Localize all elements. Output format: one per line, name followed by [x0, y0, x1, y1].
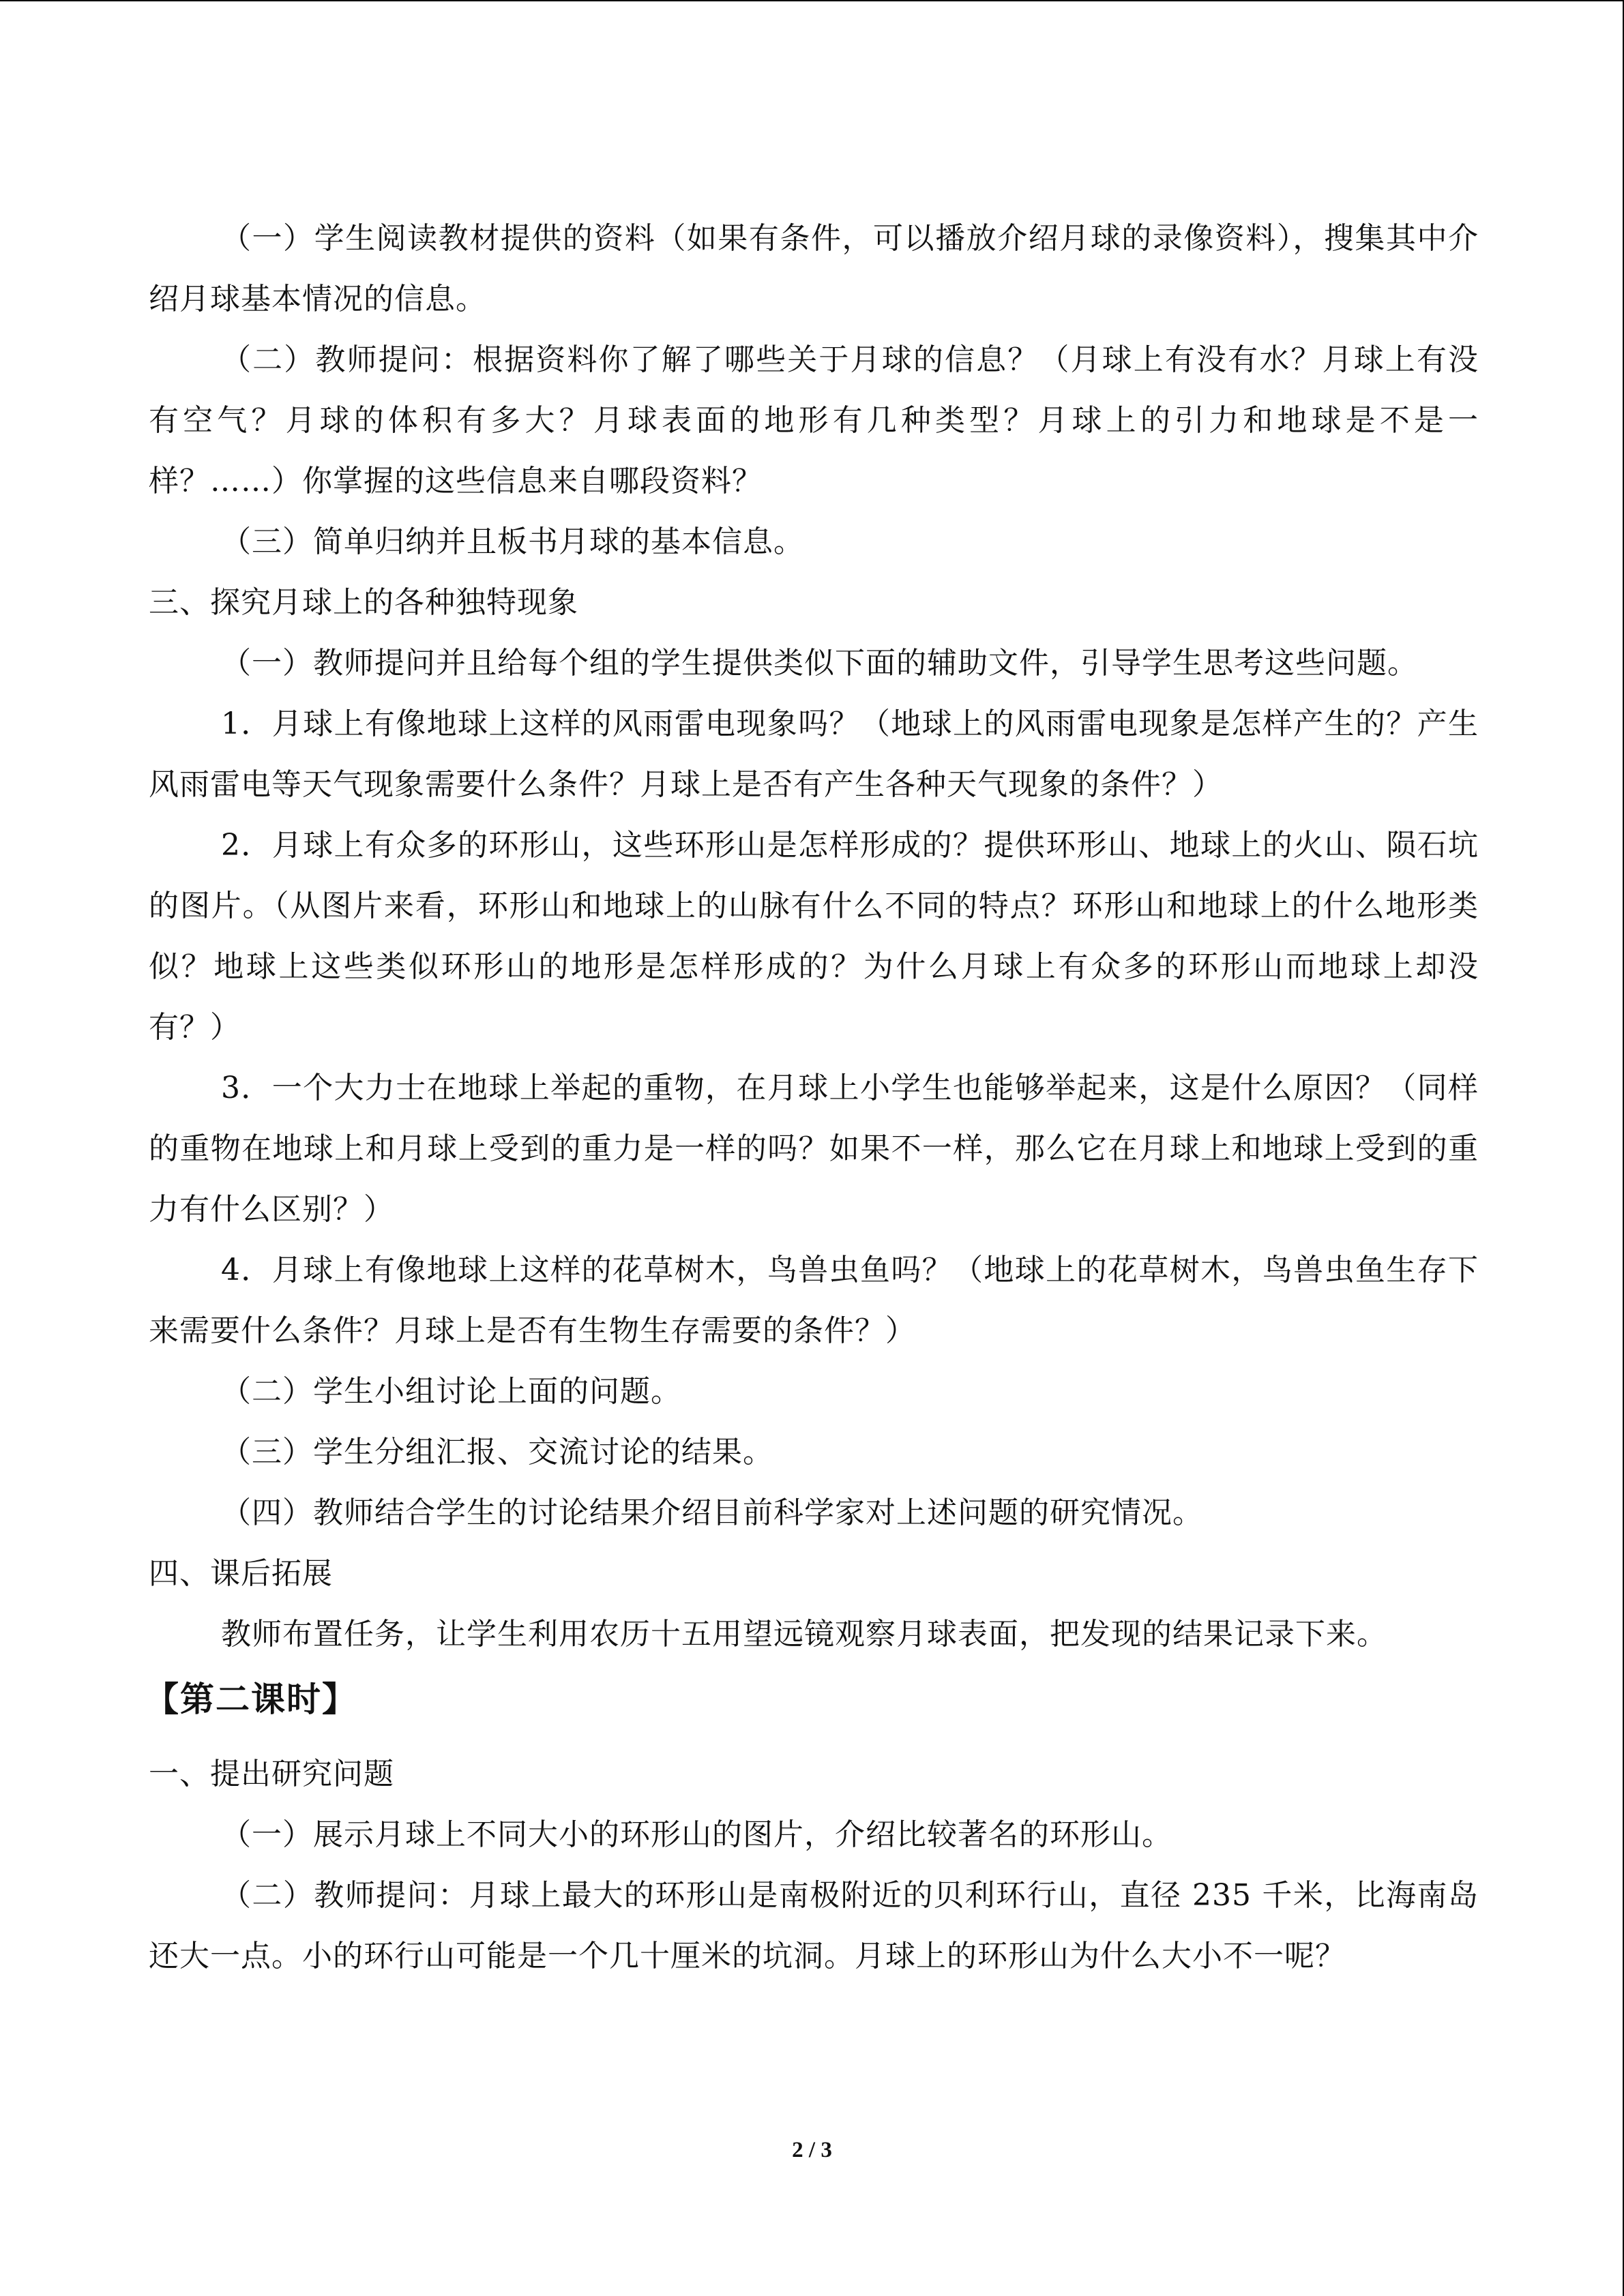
paragraph: （一）展示月球上不同大小的环形山的图片，介绍比较著名的环形山。: [221, 1817, 1172, 1852]
paragraph: （二）学生小组讨论上面的问题。: [221, 1374, 681, 1409]
heading-level-2: 三、探究月球上的各种独特现象: [149, 585, 578, 620]
page-number: 2 / 3: [792, 2138, 832, 2162]
document-body: [145, 208, 1479, 1986]
paragraph: （二）教师提问：根据资料你了解了哪些关于月球的信息？（月球上有没有水？月球上有没有空气？月球的体积有多大？月球表面的地形有几种类型？月球上的引力和地球是不是一样？……）你掌握的这些信息来自哪段资料？: [149, 342, 1479, 498]
paragraph: （三）学生分组汇报、交流讨论的结果。: [221, 1435, 773, 1470]
heading-level-2: 四、课后拓展: [149, 1556, 333, 1591]
heading-level-2: 一、提出研究问题: [149, 1757, 394, 1791]
paragraph: （二）教师提问：月球上最大的环形山是南极附近的贝利环行山，直径 235 千米，比海南岛还大一点。小的环行山可能是一个几十厘米的坑洞。月球上的环形山为什么大小不一呢？: [149, 1878, 1479, 1973]
paragraphs-part1: [149, 208, 1479, 1665]
paragraph: 教师布置任务，让学生利用农历十五用望远镜观察月球表面，把发现的结果记录下来。: [221, 1617, 1387, 1652]
paragraph: 4．月球上有像地球上这样的花草树木，鸟兽虫鱼吗？（地球上的花草树木，鸟兽虫鱼生存下来需要什么条件？月球上是否有生物生存需要的条件？）: [149, 1253, 1479, 1348]
paragraph: （一）教师提问并且给每个组的学生提供类似下面的辅助文件，引导学生思考这些问题。: [221, 646, 1418, 681]
paragraph: 3．一个大力士在地球上举起的重物，在月球上小学生也能够举起来，这是什么原因？（同样的重物在地球上和月球上受到的重力是一样的吗？如果不一样，那么它在月球上和地球上受到的重力有什么区别？）: [149, 1071, 1479, 1227]
paragraphs-part2: [149, 1744, 1479, 1986]
paragraph: （一）学生阅读教材提供的资料（如果有条件，可以播放介绍月球的录像资料），搜集其中介绍月球基本情况的信息。: [149, 221, 1479, 316]
section-title: 【第二课时】: [145, 1680, 357, 1719]
paragraph: （三）简单归纳并且板书月球的基本信息。: [221, 524, 804, 559]
paragraph: 2．月球上有众多的环形山，这些环形山是怎样形成的？提供环形山、地球上的火山、陨石坑的图片。（从图片来看，环形山和地球上的山脉有什么不同的特点？环形山和地球上的什么地形类似？地球上这些类似环形山的地形是怎样形成的？为什么月球上有众多的环形山而地球上却没有？）: [149, 828, 1479, 1045]
paragraph: （四）教师结合学生的讨论结果介绍目前科学家对上述问题的研究情况。: [221, 1495, 1203, 1530]
paragraph: 1．月球上有像地球上这样的风雨雷电现象吗？（地球上的风雨雷电现象是怎样产生的？产生风雨雷电等天气现象需要什么条件？月球上是否有产生各种天气现象的条件？）: [149, 706, 1479, 802]
